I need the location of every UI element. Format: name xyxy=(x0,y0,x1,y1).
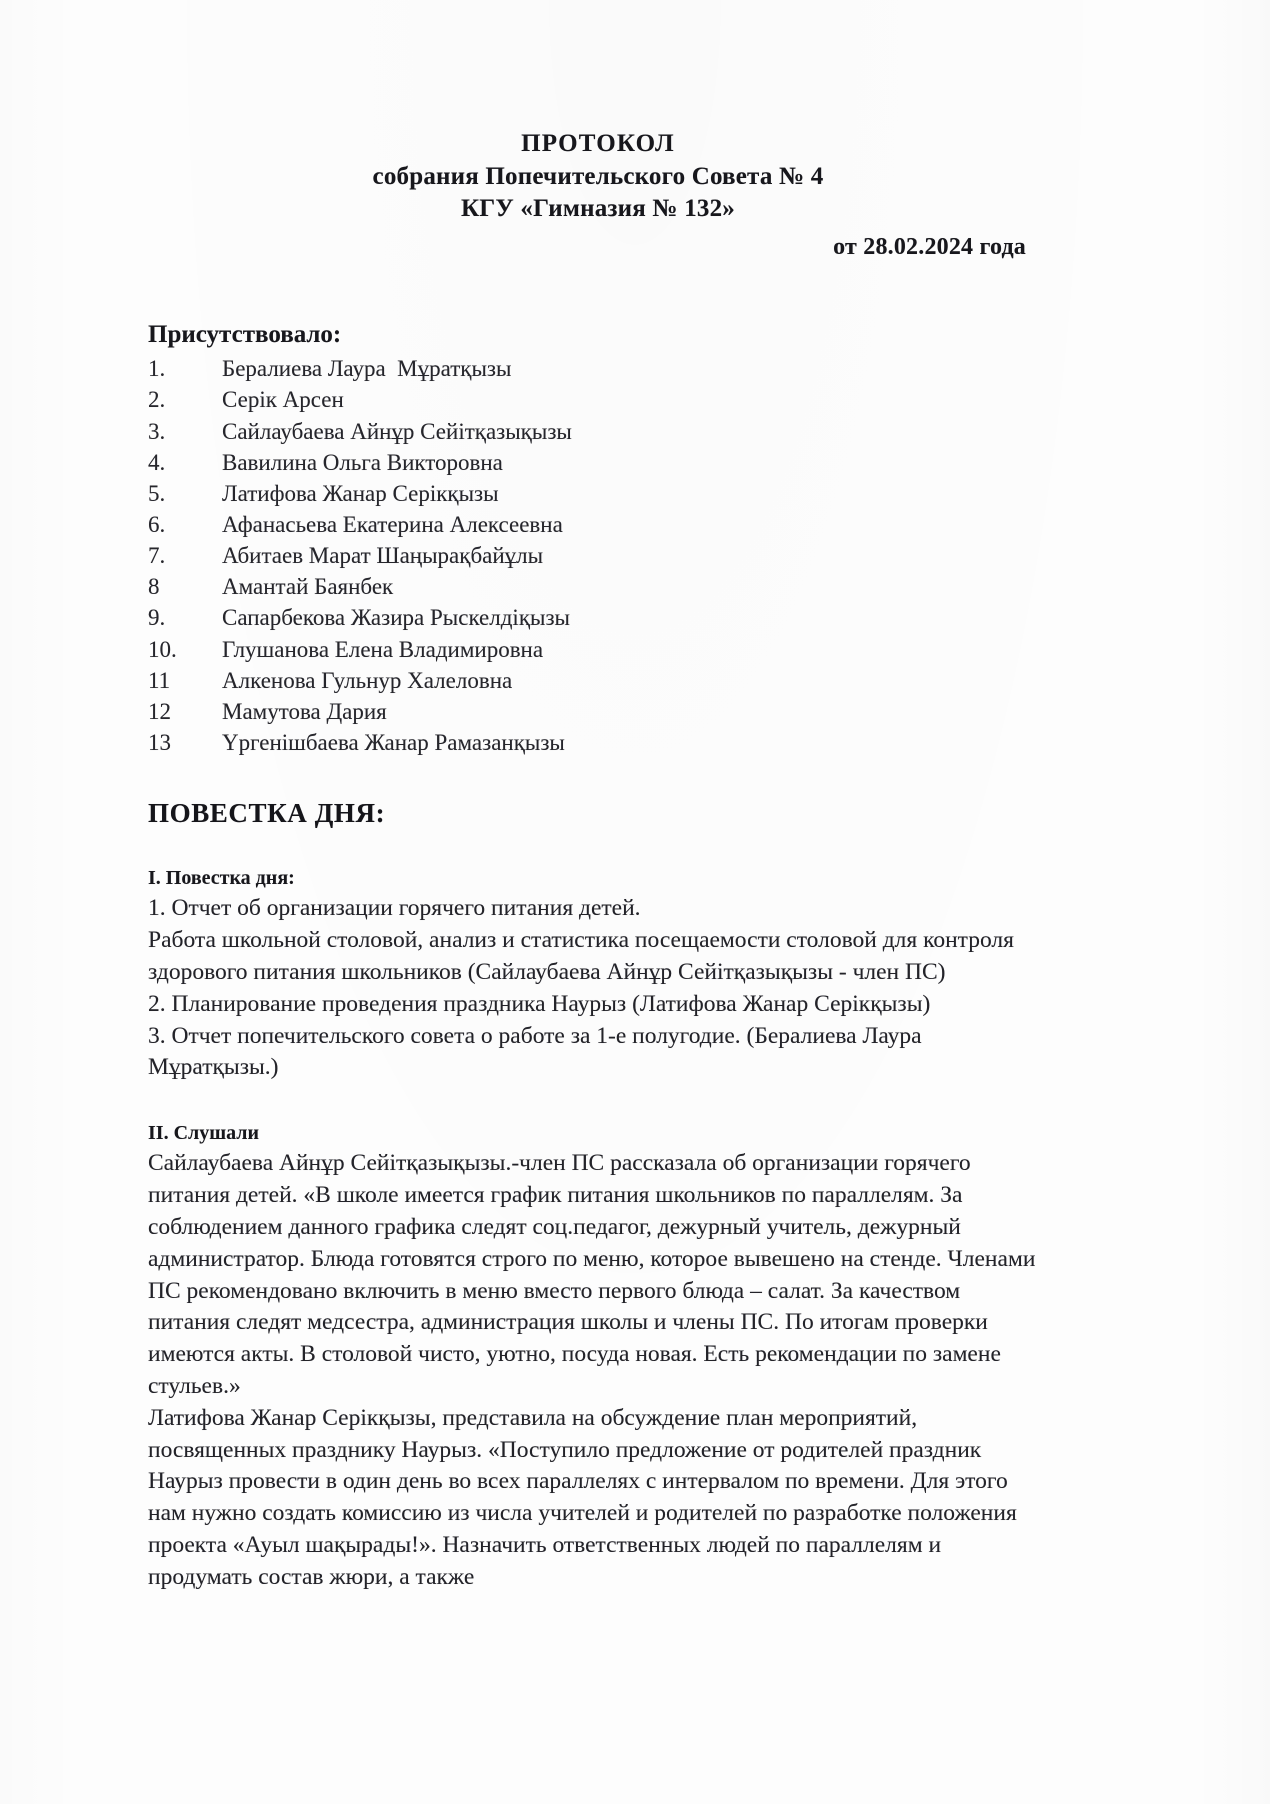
agenda-main-heading: ПОВЕСТКА ДНЯ: xyxy=(148,798,386,829)
list-item-label: Абитаев Марат Шаңырақбайұлы xyxy=(222,543,544,569)
agenda-section-one xyxy=(148,865,1048,1084)
protocol-title: ПРОТОКОЛ xyxy=(521,130,675,157)
list-item xyxy=(148,634,1048,665)
list-item-label: Сайлаубаева Айнұр Сейітқазықызы xyxy=(222,418,572,444)
list-item-number: 10. xyxy=(148,636,177,662)
section-two-body: Сайлаубаева Айнұр Сейітқазықызы.-член ПС рассказала об организации горячего питания детей. «В школе имеется график питания школьников по параллелям. За соблюдением данного графика следят соц.педагог, дежурный учитель, дежурный администратор. Блюда готовятся строго по меню, которое вывешено на стенде. Членами ПС рекомендовано включить в меню вместо первого блюда – салат. За качеством питания следят медсестра, администрация школы и члены ПС. По итогам проверки имеются акты. В столовой чисто, уютно, посуда новая. Есть рекомендации по замене стульев.» Латифова Жанар Серікқызы, представила на обсуждение план мероприятий, посвященных празднику Наурыз. «Поступило предложение от родителей праздник Наурыз провести в один день во всех параллелях с интервалом по времени. Для этого нам нужно создать комиссию из числа учителей и родителей по разработке положения проекта «Ауыл шақырады!». Назначить ответственных людей по параллелям и продумать состав жюри, а также xyxy=(148,1150,1036,1590)
attendees-heading: Присутствовало: xyxy=(148,320,342,348)
list-item xyxy=(148,571,1048,602)
list-item-number: 11 xyxy=(148,667,171,693)
list-item-label: Глушанова Елена Владимировна xyxy=(222,636,544,662)
list-item-label: Мамутова Дария xyxy=(222,698,387,724)
list-item-number: 2. xyxy=(148,387,166,413)
list-item-number: 13 xyxy=(148,730,171,756)
list-item xyxy=(148,540,1048,571)
list-item-number: 8 xyxy=(148,574,160,600)
protocol-date: от 28.02.2024 года xyxy=(833,233,1026,260)
list-item-label: Вавилина Ольга Викторовна xyxy=(222,449,503,475)
list-item xyxy=(148,602,1048,633)
attendees-list xyxy=(148,353,1048,758)
list-item-label: Бералиева Лаура Мұратқызы xyxy=(222,356,512,382)
list-item-label: Алкенова Гульнур Халеловна xyxy=(222,667,513,693)
list-item xyxy=(148,416,1048,447)
list-item-number: 4. xyxy=(148,449,166,475)
agenda-section-two xyxy=(148,1120,1048,1594)
list-item-number: 12 xyxy=(148,698,171,724)
list-item-label: Афанасьева Екатерина Алексеевна xyxy=(222,511,563,537)
list-item xyxy=(148,447,1048,478)
list-item xyxy=(148,665,1048,696)
section-one-label: I. Повестка дня: xyxy=(148,867,295,890)
protocol-subtitle: собрания Попечительского Совета № 4 xyxy=(372,162,824,190)
list-item-label: Үргенішбаева Жанар Рамазанқызы xyxy=(222,730,565,756)
document-content xyxy=(148,0,1048,1594)
section-one-body: 1. Отчет об организации горячего питания детей. Работа школьной столовой, анализ и статистика посещаемости столовой для контроля здорового питания школьников (Сайлаубаева Айнұр Сейітқазықызы - член ПС) 2. Планирование проведения праздника Наурыз (Латифова Жанар Серікқызы) 3. Отчет попечительского совета о работе за 1-е полугодие. (Бералиева Лаура Мұратқызы.) xyxy=(148,895,1014,1081)
list-item-number: 1. xyxy=(148,356,166,382)
list-item xyxy=(148,384,1048,415)
list-item-label: Сапарбекова Жазира Рыскелдіқызы xyxy=(222,605,570,631)
list-item-label: Латифова Жанар Серікқызы xyxy=(222,480,499,506)
list-item xyxy=(148,478,1048,509)
list-item xyxy=(148,353,1048,384)
list-item-number: 6. xyxy=(148,511,166,537)
list-item-number: 9. xyxy=(148,605,166,631)
list-item-label: Амантай Баянбек xyxy=(222,574,394,600)
list-item-number: 3. xyxy=(148,418,166,444)
document-title-block xyxy=(148,128,1048,263)
list-item-number: 7. xyxy=(148,543,166,569)
list-item-label: Серік Арсен xyxy=(222,387,344,413)
list-item-number: 5. xyxy=(148,480,166,506)
section-two-label: II. Слушали xyxy=(148,1122,260,1145)
protocol-organization: КГУ «Гимназия № 132» xyxy=(460,195,736,222)
list-item xyxy=(148,727,1048,758)
attendees-section xyxy=(148,319,1048,759)
list-item xyxy=(148,509,1048,540)
list-item xyxy=(148,696,1048,727)
